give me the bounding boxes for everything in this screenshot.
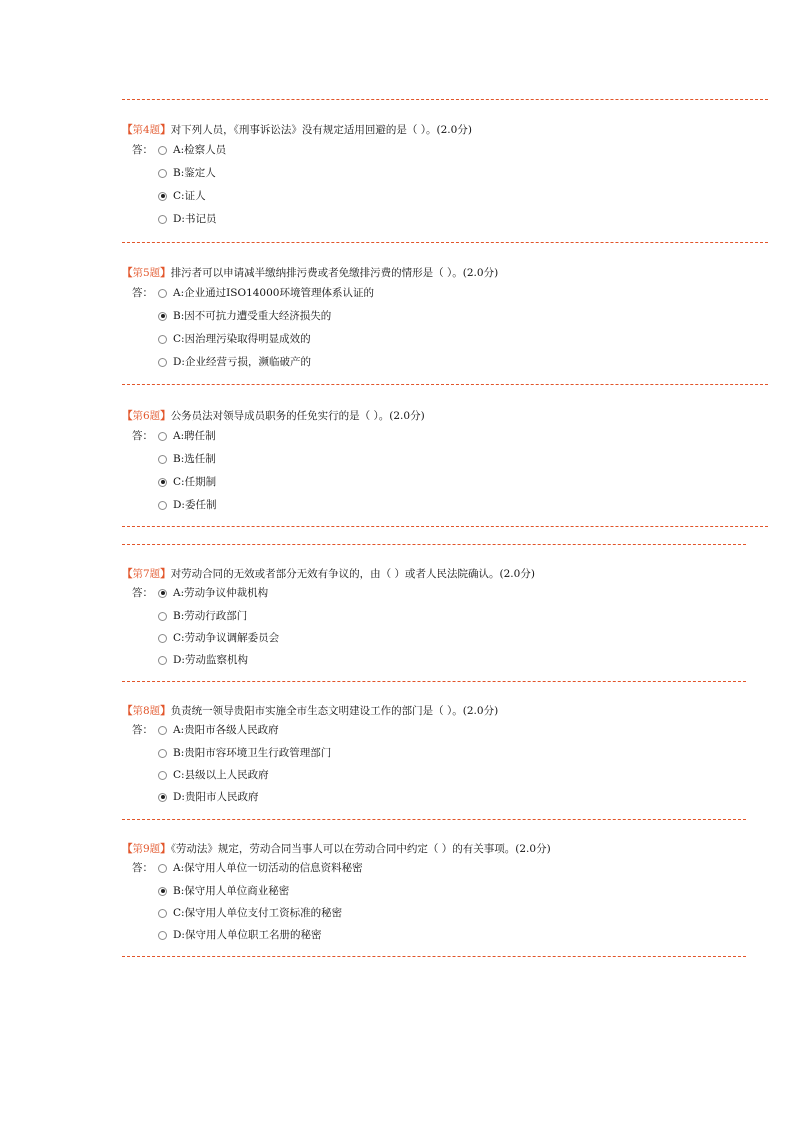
option-label: A:保守用人单位一切活动的信息资料秘密 — [173, 862, 363, 874]
option-label: D:劳动监察机构 — [173, 654, 248, 666]
question-text: 对劳动合同的无效或者部分无效有争议的，由（ ）或者人民法院确认。(2.0分) — [170, 568, 535, 580]
option-label: A:聘任制 — [173, 430, 216, 442]
divider — [122, 956, 746, 957]
radio-icon[interactable] — [158, 358, 167, 367]
option-label: B:劳动行政部门 — [173, 610, 248, 622]
option-c[interactable] — [158, 475, 216, 489]
radio-checked-icon[interactable] — [158, 589, 167, 598]
divider — [122, 681, 746, 682]
question-title — [122, 266, 498, 280]
question-7 — [122, 567, 535, 666]
option-label: B:保守用人单位商业秘密 — [173, 885, 290, 897]
option-label: A:企业通过ISO14000环境管理体系认证的 — [173, 287, 374, 299]
radio-icon[interactable] — [158, 749, 167, 758]
option-label: A:检察人员 — [173, 144, 227, 156]
option-a[interactable] — [158, 429, 216, 443]
question-label: 【第9题】 — [122, 843, 171, 855]
option-c[interactable] — [158, 768, 269, 782]
radio-checked-icon[interactable] — [158, 312, 167, 321]
divider — [122, 384, 768, 385]
option-b[interactable] — [158, 884, 289, 898]
option-label: C:县级以上人民政府 — [173, 769, 269, 781]
radio-icon[interactable] — [158, 169, 167, 178]
question-8 — [122, 704, 499, 803]
option-c[interactable] — [158, 189, 206, 203]
question-title — [122, 123, 472, 137]
question-text: 对下列人员，《刑事诉讼法》没有规定适用回避的是（ ）。(2.0分) — [170, 124, 472, 136]
divider — [122, 544, 746, 545]
radio-icon[interactable] — [158, 335, 167, 344]
option-b[interactable] — [158, 309, 331, 323]
radio-icon[interactable] — [158, 289, 167, 298]
option-label: B:贵阳市容环境卫生行政管理部门 — [173, 747, 332, 759]
question-title — [122, 704, 498, 718]
divider — [122, 99, 768, 100]
radio-icon[interactable] — [158, 501, 167, 510]
option-c[interactable] — [158, 906, 342, 920]
question-label: 【第4题】 — [122, 124, 171, 136]
option-a[interactable] — [158, 286, 374, 300]
answer-prefix: 答： — [132, 430, 153, 442]
question-text: 负责统一领导贵阳市实施全市生态文明建设工作的部门是（ ）。(2.0分) — [170, 705, 499, 717]
radio-icon[interactable] — [158, 656, 167, 665]
option-label: D:委任制 — [173, 499, 217, 511]
question-9 — [122, 842, 551, 941]
option-b[interactable] — [158, 452, 216, 466]
option-label: B:鉴定人 — [173, 167, 216, 179]
question-text: 公务员法对领导成员职务的任免实行的是（ ）。(2.0分) — [170, 410, 425, 422]
option-a[interactable] — [158, 143, 226, 157]
answer-prefix: 答： — [132, 587, 153, 599]
question-label: 【第7题】 — [122, 568, 171, 580]
answer-prefix: 答： — [132, 724, 153, 736]
radio-checked-icon[interactable] — [158, 192, 167, 201]
radio-icon[interactable] — [158, 771, 167, 780]
option-d[interactable] — [158, 355, 311, 369]
option-d[interactable] — [158, 212, 216, 226]
question-title — [122, 409, 425, 423]
radio-checked-icon[interactable] — [158, 478, 167, 487]
question-title — [122, 567, 535, 581]
option-label: C:保守用人单位支付工资标准的秘密 — [173, 907, 343, 919]
option-label: C:劳动争议调解委员会 — [173, 632, 280, 644]
option-b[interactable] — [158, 609, 247, 623]
radio-checked-icon[interactable] — [158, 887, 167, 896]
option-b[interactable] — [158, 166, 216, 180]
question-text: 《劳动法》规定，劳动合同当事人可以在劳动合同中约定（ ）的有关事项。(2.0分) — [170, 843, 551, 855]
divider — [122, 242, 768, 243]
radio-icon[interactable] — [158, 726, 167, 735]
radio-icon[interactable] — [158, 864, 167, 873]
option-b[interactable] — [158, 746, 331, 760]
divider — [122, 819, 746, 820]
question-label: 【第8题】 — [122, 705, 171, 717]
option-label: D:贵阳市人民政府 — [173, 791, 259, 803]
divider — [122, 526, 768, 527]
radio-icon[interactable] — [158, 215, 167, 224]
radio-icon[interactable] — [158, 634, 167, 643]
radio-icon[interactable] — [158, 612, 167, 621]
option-d[interactable] — [158, 928, 321, 942]
option-a[interactable] — [158, 586, 268, 600]
option-d[interactable] — [158, 498, 216, 512]
question-label: 【第6题】 — [122, 410, 171, 422]
question-text: 排污者可以申请减半缴纳排污费或者免缴排污费的情形是（ ）。(2.0分) — [170, 267, 499, 279]
option-c[interactable] — [158, 332, 311, 346]
radio-icon[interactable] — [158, 146, 167, 155]
question-4 — [122, 123, 472, 225]
option-label: A:劳动争议仲裁机构 — [173, 587, 269, 599]
option-label: D:书记员 — [173, 213, 217, 225]
radio-icon[interactable] — [158, 455, 167, 464]
option-label: D:企业经营亏损，濒临破产的 — [173, 356, 311, 368]
option-label: D:保守用人单位职工名册的秘密 — [173, 929, 322, 941]
option-a[interactable] — [158, 723, 279, 737]
option-label: B:因不可抗力遭受重大经济损失的 — [173, 310, 332, 322]
question-title — [122, 842, 551, 856]
option-c[interactable] — [158, 631, 279, 645]
question-6 — [122, 409, 425, 511]
option-label: C:证人 — [173, 190, 206, 202]
option-d[interactable] — [158, 653, 248, 667]
option-a[interactable] — [158, 861, 363, 875]
option-label: B:选任制 — [173, 453, 216, 465]
option-label: A:贵阳市各级人民政府 — [173, 724, 279, 736]
radio-checked-icon[interactable] — [158, 793, 167, 802]
option-label: C:因治理污染取得明显成效的 — [173, 333, 311, 345]
question-5 — [122, 266, 499, 368]
radio-icon[interactable] — [158, 909, 167, 918]
answer-prefix: 答： — [132, 144, 153, 156]
radio-icon[interactable] — [158, 432, 167, 441]
option-d[interactable] — [158, 790, 258, 804]
answer-prefix: 答： — [132, 862, 153, 874]
radio-icon[interactable] — [158, 931, 167, 940]
question-label: 【第5题】 — [122, 267, 171, 279]
answer-prefix: 答： — [132, 287, 153, 299]
option-label: C:任期制 — [173, 476, 217, 488]
